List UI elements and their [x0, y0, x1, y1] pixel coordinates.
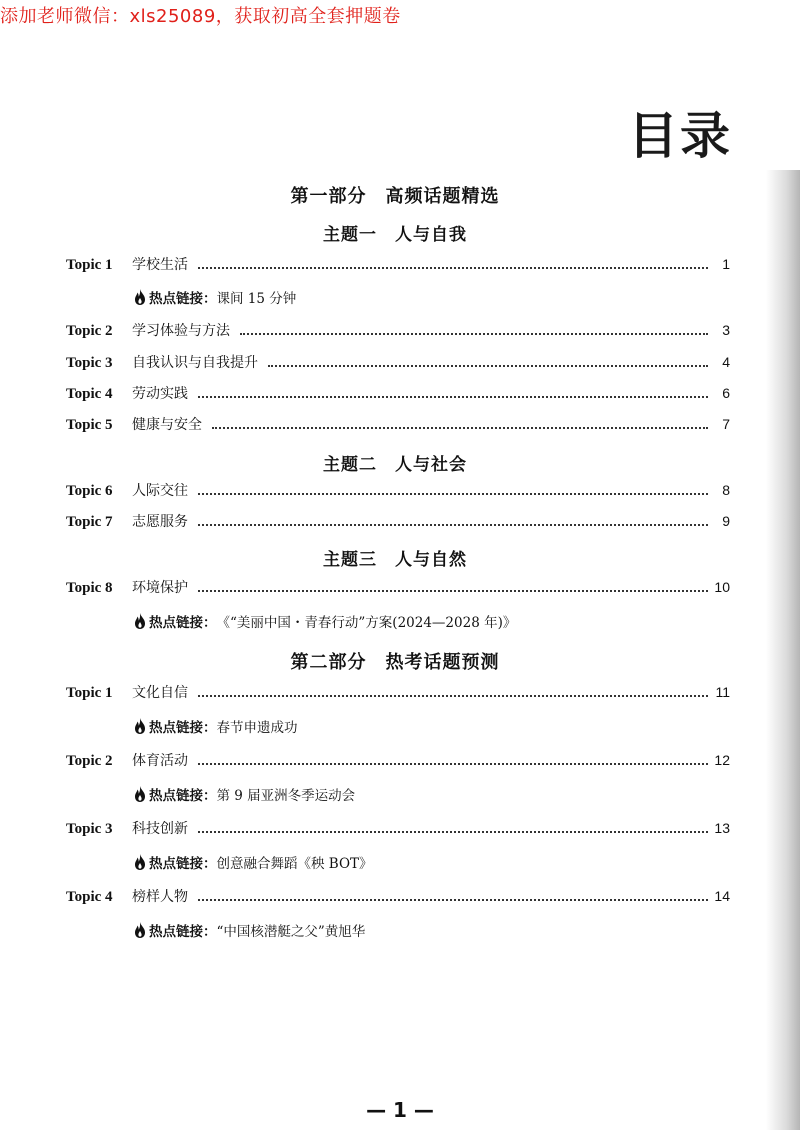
flame-icon	[132, 288, 148, 306]
toc-row-p1-topic2[interactable]	[66, 320, 730, 342]
topic-title: 科技创新	[132, 821, 188, 837]
page-number: 14	[714, 888, 730, 904]
hot-link-p2-topic3[interactable]	[132, 851, 373, 873]
leader-dots	[240, 333, 708, 335]
page-footer-number: — 1 —	[366, 1098, 434, 1122]
part1-heading: 第一部分 高频话题精选	[290, 186, 500, 207]
topic-label: Topic 2	[66, 753, 113, 769]
topic-label: Topic 2	[66, 323, 113, 339]
topic-label: Topic 4	[66, 889, 113, 905]
page-number: 12	[714, 752, 730, 768]
page-number: 1	[722, 256, 730, 272]
hot-link-label: 热点链接：	[149, 924, 217, 940]
topic-title: 学习体验与方法	[132, 323, 230, 339]
toc-row-p1-topic8[interactable]	[66, 577, 730, 599]
page-number: 3	[722, 322, 730, 338]
page-number: 8	[722, 482, 730, 498]
hot-link-text: 春节申遗成功	[216, 720, 298, 736]
topic-title: 人际交往	[132, 483, 188, 499]
leader-dots	[198, 590, 708, 592]
topic-title: 体育活动	[132, 753, 188, 769]
topic-label: Topic 3	[66, 821, 113, 837]
topic-title: 环境保护	[132, 580, 188, 596]
hot-link-p1-topic1[interactable]	[132, 286, 296, 308]
hot-link-p1-topic8[interactable]	[132, 610, 516, 632]
hot-link-text: 创意融合舞蹈《秧 BOT》	[216, 856, 373, 872]
topic-label: Topic 8	[66, 580, 113, 596]
leader-dots	[212, 427, 708, 429]
topic-label: Topic 1	[66, 685, 113, 701]
flame-icon	[132, 853, 148, 871]
flame-icon	[132, 717, 148, 735]
page-number: 4	[722, 354, 730, 370]
hot-link-label: 热点链接：	[149, 291, 217, 307]
topic-title: 文化自信	[132, 685, 188, 701]
leader-dots	[198, 695, 708, 697]
flame-icon	[132, 921, 148, 939]
hot-link-label: 热点链接：	[149, 788, 217, 804]
page-number: 6	[722, 385, 730, 401]
hot-link-p2-topic1[interactable]	[132, 715, 298, 737]
toc-row-p2-topic3[interactable]	[66, 818, 730, 840]
toc-row-p1-topic5[interactable]	[66, 414, 730, 436]
flame-icon	[132, 612, 148, 630]
hot-link-label: 热点链接：	[149, 856, 217, 872]
toc-row-p2-topic2[interactable]	[66, 750, 730, 772]
page-number: 11	[715, 684, 730, 700]
topic-title: 劳动实践	[132, 386, 188, 402]
flame-icon	[132, 785, 148, 803]
page-number: 10	[714, 579, 730, 595]
watermark-text: 添加老师微信：xls25089，获取初高全套押题卷	[0, 6, 401, 27]
topic-label: Topic 6	[66, 483, 113, 499]
page-title: 目录	[628, 107, 732, 165]
leader-dots	[198, 493, 708, 495]
page-number: 13	[714, 820, 730, 836]
leader-dots	[198, 899, 708, 901]
hot-link-p2-topic2[interactable]	[132, 783, 355, 805]
toc-row-p1-topic4[interactable]	[66, 383, 730, 405]
part2-heading: 第二部分 热考话题预测	[290, 652, 500, 673]
topic-label: Topic 5	[66, 417, 113, 433]
topic-title: 榜样人物	[132, 889, 188, 905]
toc-row-p1-topic3[interactable]	[66, 352, 730, 374]
toc-row-p1-topic6[interactable]	[66, 480, 730, 502]
topic-title: 志愿服务	[132, 514, 188, 530]
leader-dots	[198, 267, 708, 269]
leader-dots	[268, 365, 708, 367]
hot-link-label: 热点链接：	[149, 720, 217, 736]
leader-dots	[198, 831, 708, 833]
leader-dots	[198, 763, 708, 765]
topic-label: Topic 4	[66, 386, 113, 402]
topic-title: 健康与安全	[132, 417, 202, 433]
toc-row-p1-topic1[interactable]	[66, 254, 730, 276]
topic-title: 自我认识与自我提升	[132, 355, 258, 371]
topic-label: Topic 1	[66, 257, 113, 273]
leader-dots	[198, 524, 708, 526]
page-number: 7	[722, 416, 730, 432]
hot-link-text: “中国核潜艇之父”黄旭华	[216, 924, 366, 940]
toc-row-p2-topic4[interactable]	[66, 886, 730, 908]
theme1-heading: 主题一 人与自我	[323, 225, 467, 245]
leader-dots	[198, 396, 708, 398]
theme3-heading: 主题三 人与自然	[323, 550, 467, 570]
toc-row-p1-topic7[interactable]	[66, 511, 730, 533]
hot-link-text: 《“美丽中国・青春行动”方案(2024—2028 年)》	[216, 615, 517, 631]
toc-row-p2-topic1[interactable]	[66, 682, 730, 704]
hot-link-label: 热点链接：	[149, 615, 217, 631]
topic-title: 学校生活	[132, 257, 188, 273]
theme2-heading: 主题二 人与社会	[323, 455, 467, 475]
page-number: 9	[722, 513, 730, 529]
hot-link-text: 第 9 届亚洲冬季运动会	[216, 788, 356, 804]
hot-link-text: 课间 15 分钟	[216, 291, 297, 307]
hot-link-p2-topic4[interactable]	[132, 919, 365, 941]
topic-label: Topic 7	[66, 514, 113, 530]
topic-label: Topic 3	[66, 355, 113, 371]
